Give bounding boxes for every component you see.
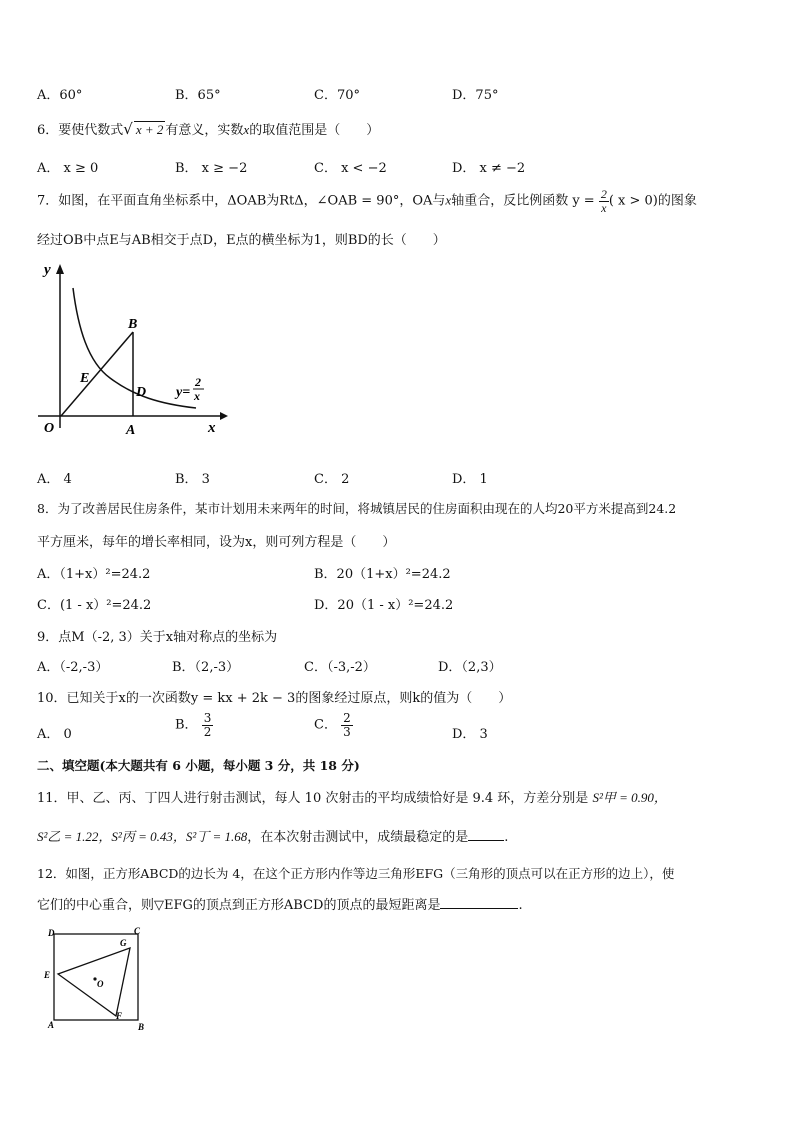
q10-b-den: 2 (203, 724, 212, 739)
segment-ob (61, 332, 133, 416)
q7-option-a: A． 4 (37, 472, 72, 487)
q6-text-pre: 6．要使代数式 (37, 123, 124, 138)
q6-option-b: B． x ≥ −2 (175, 161, 248, 176)
q6-option-d: D． x ≠ −2 (452, 161, 526, 176)
label-function-lhs: y= (176, 385, 191, 400)
question-11-line1 (37, 787, 667, 806)
q10-b-num: 3 (203, 711, 212, 725)
question-7-line1 (37, 188, 697, 214)
q10-option-c-label: C． (314, 717, 337, 733)
q10-option-c-fraction (341, 712, 353, 738)
question-7-line2: 经过OB中点E与AB相交于点D，E点的横坐标为1，则BD的长（ ） (37, 233, 446, 248)
q8-option-c: C．(1 - x）²=24.2 (37, 598, 152, 613)
q11-variance-yi: S²乙 = 1.22 (37, 829, 99, 844)
q8-option-b: B．20（1+x）²=24.2 (314, 567, 451, 582)
label-a: A (126, 423, 136, 438)
sqrt-sign-icon: √ (123, 120, 133, 138)
q10-option-d: D． 3 (452, 727, 488, 742)
q7-frac-den: x (601, 200, 607, 215)
q8-option-a: A．（1+x）²=24.2 (37, 567, 151, 582)
q6-text-post: 有意义，实数 (165, 123, 244, 138)
q6-radicand: x + 2 (135, 122, 164, 137)
label-b: B (138, 1022, 145, 1032)
label-o: O (44, 421, 55, 436)
label-d: D (48, 928, 55, 938)
label-y: y (44, 262, 51, 278)
q11-text: 11．甲、乙、丙、丁四人进行射击测试，每人 10 次射击的平均成绩恰好是 9.4 环，方差分别是 (37, 791, 589, 806)
q6-option-a: A． x ≥ 0 (37, 161, 99, 176)
q9-option-c: C．（-3,-2） (304, 660, 376, 675)
q12-figure (40, 924, 160, 1036)
q11-text-end: ，在本次射击测试中，成绩最稳定的是 (247, 830, 469, 845)
option-d: D．75° (452, 88, 499, 103)
q10-option-b (175, 712, 213, 738)
question-12-line1: 12．如图，正方形ABCD的边长为 4，在这个正方形内作等边三角形EFG（三角形的顶点可以在正方形的边上），使 (37, 866, 675, 881)
x-axis-arrow-icon (220, 412, 228, 420)
question-8-line1: 8．为了改善居民住房条件，某市计划用未来两年的时间，将城镇居民的住房面积由现在的人均20平方米提高到24.2 (37, 501, 677, 516)
q11-variance-jia: S²甲 = 0.90， (592, 790, 667, 805)
question-9-stem: 9．点M（-2, 3）关于x轴对称点的坐标为 (37, 630, 278, 645)
q7-text-a: 7．如图，在平面直角坐标系中，ΔOAB为RtΔ，∠OAB = 90°，OA与 (37, 193, 446, 209)
section-2-heading: 二、填空题(本大题共有 6 小题，每小题 3 分，共 18 分) (37, 758, 360, 773)
q10-option-b-label: B． (175, 717, 198, 733)
q10-c-num: 2 (343, 711, 351, 725)
q9-option-d: D．（2,3） (438, 660, 502, 675)
q8-option-d: D．20（1 - x）²=24.2 (314, 598, 454, 613)
label-e: E (80, 371, 90, 386)
option-b: B．65° (175, 88, 221, 103)
q12-period: . (518, 898, 523, 913)
label-a: A (48, 1020, 55, 1030)
q6-var: x (243, 122, 250, 137)
q12-answer-blank[interactable] (440, 908, 518, 909)
q7-option-d: D． 1 (452, 472, 488, 487)
label-e: E (44, 970, 51, 980)
q7-text-c: 轴重合，反比例函数 y = (451, 193, 595, 209)
q6-text-post2: 的取值范围是（ ） (249, 123, 380, 138)
option-c: C．70° (314, 88, 360, 103)
label-g: G (120, 938, 127, 948)
label-function-num: 2 (195, 375, 201, 389)
q11-answer-blank[interactable] (468, 840, 504, 841)
label-b: B (128, 317, 138, 332)
q11-period: . (504, 830, 509, 845)
q7-text-b: x (445, 192, 452, 208)
q9-option-b: B．（2,-3） (172, 660, 240, 675)
label-f: F (116, 1011, 123, 1021)
q6-option-c: C． x < −2 (314, 161, 387, 176)
label-d: D (136, 385, 147, 400)
q12-text: 它们的中心重合，则▽EFG的顶点到正方形ABCD的顶点的最短距离是 (37, 898, 441, 913)
option-a: A．60° (37, 88, 83, 103)
q7-figure (30, 258, 230, 438)
q10-option-b-fraction (202, 712, 214, 738)
q10-c-den: 3 (343, 724, 351, 739)
q9-option-a: A．（-2,-3） (37, 660, 109, 675)
q11-variance-ding: ，S²丁 = 1.68 (172, 829, 248, 844)
question-6-stem (37, 119, 379, 138)
triangle-efg (58, 948, 130, 1016)
question-12-line2 (37, 894, 523, 913)
question-11-line2 (37, 826, 508, 845)
q10-option-c (314, 712, 353, 738)
q7-text-d: ( x > 0)的图象 (608, 193, 697, 209)
q7-option-b: B． 3 (175, 472, 210, 487)
q11-variance-bing: ，S²丙 = 0.43 (98, 829, 173, 844)
label-o: O (97, 979, 104, 989)
question-10-stem: 10．已知关于x的一次函数y = kx + 2k − 3的图象经过原点，则k的值为（ ） (37, 691, 512, 706)
q7-fraction (599, 188, 609, 214)
y-axis-arrow-icon (56, 264, 64, 274)
label-x: x (208, 420, 216, 436)
question-8-line2: 平方厘米，每年的增长率相同，设为x，则可列方程是（ ） (37, 535, 396, 550)
label-c: C (134, 926, 141, 936)
q7-option-c: C． 2 (314, 472, 350, 487)
q7-frac-num: 2 (600, 187, 607, 201)
q10-option-a: A． 0 (37, 727, 72, 742)
label-function-den: x (194, 389, 200, 403)
